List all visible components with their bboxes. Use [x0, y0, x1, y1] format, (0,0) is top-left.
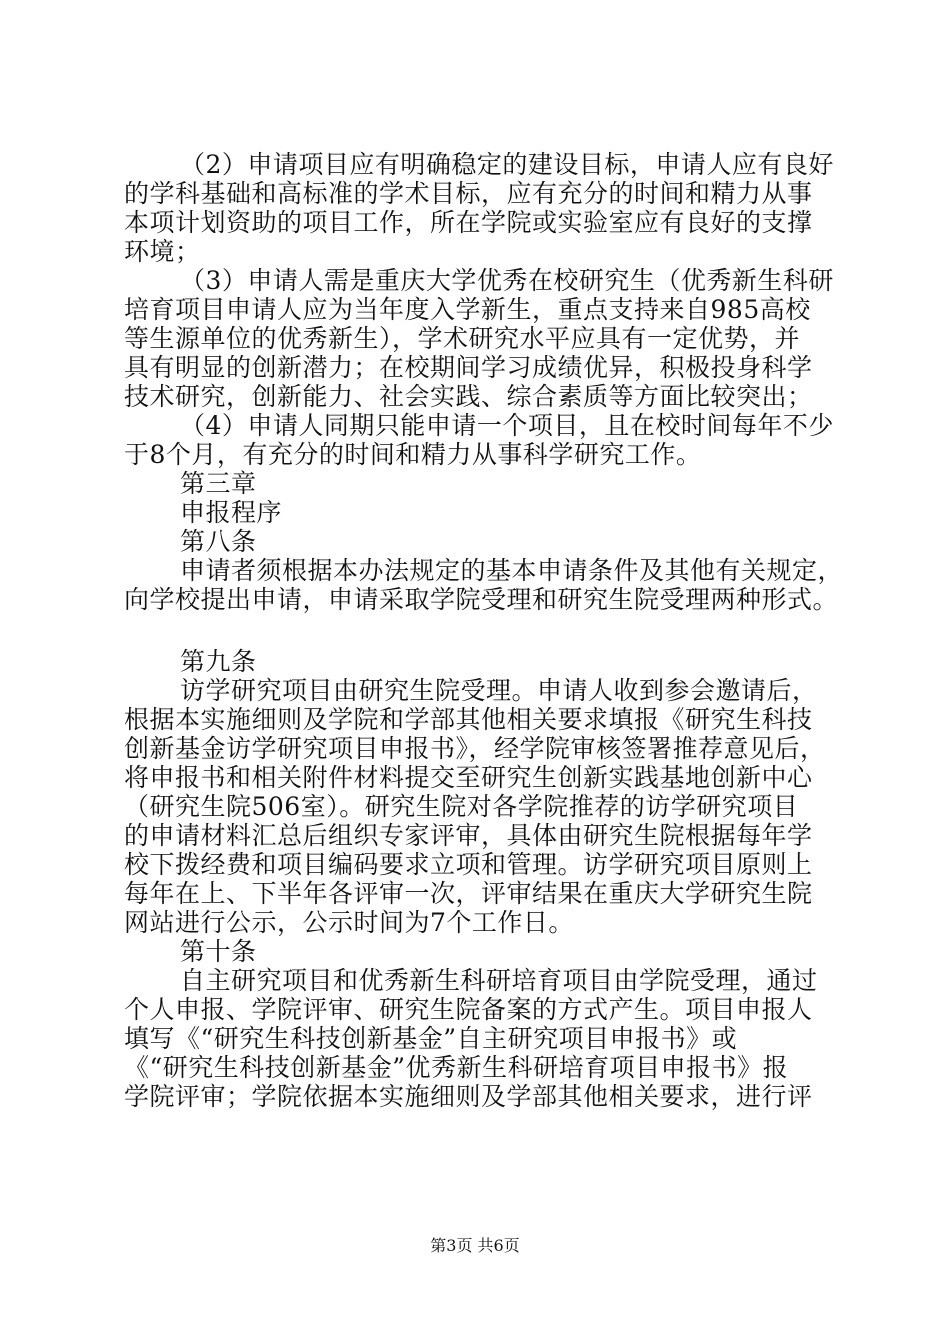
paragraph-line: （4）申请人同期只能申请一个项目，且在校时间每年不少	[180, 411, 834, 440]
paragraph-line: 将申报书和相关附件材料提交至研究生创新实践基地创新中心	[124, 763, 813, 792]
paragraph	[124, 676, 824, 937]
paragraph-line: 的申请材料汇总后组织专家评审，具体由研究生院根据每年学	[124, 821, 813, 850]
paragraph-line: （研究生院506室）。研究生院对各学院推荐的访学研究项目	[124, 792, 799, 821]
paragraph-line: 自主研究项目和优秀新生科研培育项目由学院受理，通过	[180, 966, 818, 995]
page-footer: 第3页 共6页	[430, 1236, 520, 1255]
paragraph-line: 每年在上、下半年各评审一次，评审结果在重庆大学研究生院	[124, 879, 813, 908]
section-heading	[124, 527, 824, 556]
section-heading	[124, 937, 824, 966]
paragraph-gap	[124, 614, 824, 647]
paragraph-line: 向学校提出申请，申请采取学院受理和研究生院受理两种形式。	[124, 585, 839, 614]
paragraph-line: 校下拨经费和项目编码要求立项和管理。访学研究项目原则上	[124, 850, 813, 879]
heading-text: 第九条	[180, 647, 257, 676]
heading-text: 第三章	[180, 469, 257, 498]
heading-text: 申报程序	[180, 498, 283, 527]
paragraph	[124, 966, 824, 1111]
paragraph-line: 网站进行公示，公示时间为7个工作日。	[124, 908, 574, 937]
section-heading	[124, 498, 824, 527]
paragraph-line: 技术研究，创新能力、社会实践、综合素质等方面比较突出；	[124, 382, 813, 411]
paragraph-line: 根据本实施细则及学院和学部其他相关要求填报《研究生科技	[124, 705, 813, 734]
paragraph-line: 等生源单位的优秀新生），学术研究水平应具有一定优势，并	[124, 324, 801, 353]
heading-text: 第八条	[180, 527, 257, 556]
paragraph-line: 具有明显的创新潜力；在校期间学习成绩优异，积极投身科学	[124, 353, 813, 382]
paragraph-line: 填写《“研究生科技创新基金”自主研究项目申报书》或	[124, 1024, 738, 1053]
paragraph	[124, 556, 844, 614]
paragraph-line: 于8个月，有充分的时间和精力从事科学研究工作。	[124, 440, 702, 469]
section-heading	[124, 647, 824, 676]
paragraph-line: 环境；	[124, 237, 201, 266]
paragraph	[124, 411, 834, 469]
paragraph-line: 的学科基础和高标准的学术目标，应有充分的时间和精力从事	[124, 179, 813, 208]
paragraph	[124, 266, 834, 411]
paragraph-line: 创新基金访学研究项目申报书》，经学院审核签署推荐意见后，	[124, 734, 826, 763]
paragraph-line: 培育项目申请人应为当年度入学新生，重点支持来自985高校	[124, 295, 811, 324]
paragraph-line: （3）申请人需是重庆大学优秀在校研究生（优秀新生科研	[180, 266, 834, 295]
heading-text: 第十条	[180, 937, 257, 966]
paragraph-line: 个人申报、学院评审、研究生院备案的方式产生。项目申报人	[124, 995, 813, 1024]
section-heading	[124, 469, 824, 498]
paragraph-line: 本项计划资助的项目工作，所在学院或实验室应有良好的支撑	[124, 208, 813, 237]
document-body	[124, 150, 844, 1111]
paragraph-line: （2）申请项目应有明确稳定的建设目标，申请人应有良好	[180, 150, 834, 179]
paragraph-line: 申请者须根据本办法规定的基本申请条件及其他有关规定，	[180, 556, 844, 585]
paragraph-line: 学院评审；学院依据本实施细则及学部其他相关要求，进行评	[124, 1082, 813, 1111]
paragraph-line: 《“研究生科技创新基金”优秀新生科研培育项目申报书》报	[124, 1053, 789, 1082]
paragraph-line: 访学研究项目由研究生院受理。申请人收到参会邀请后，	[180, 676, 818, 705]
paragraph	[124, 150, 834, 266]
